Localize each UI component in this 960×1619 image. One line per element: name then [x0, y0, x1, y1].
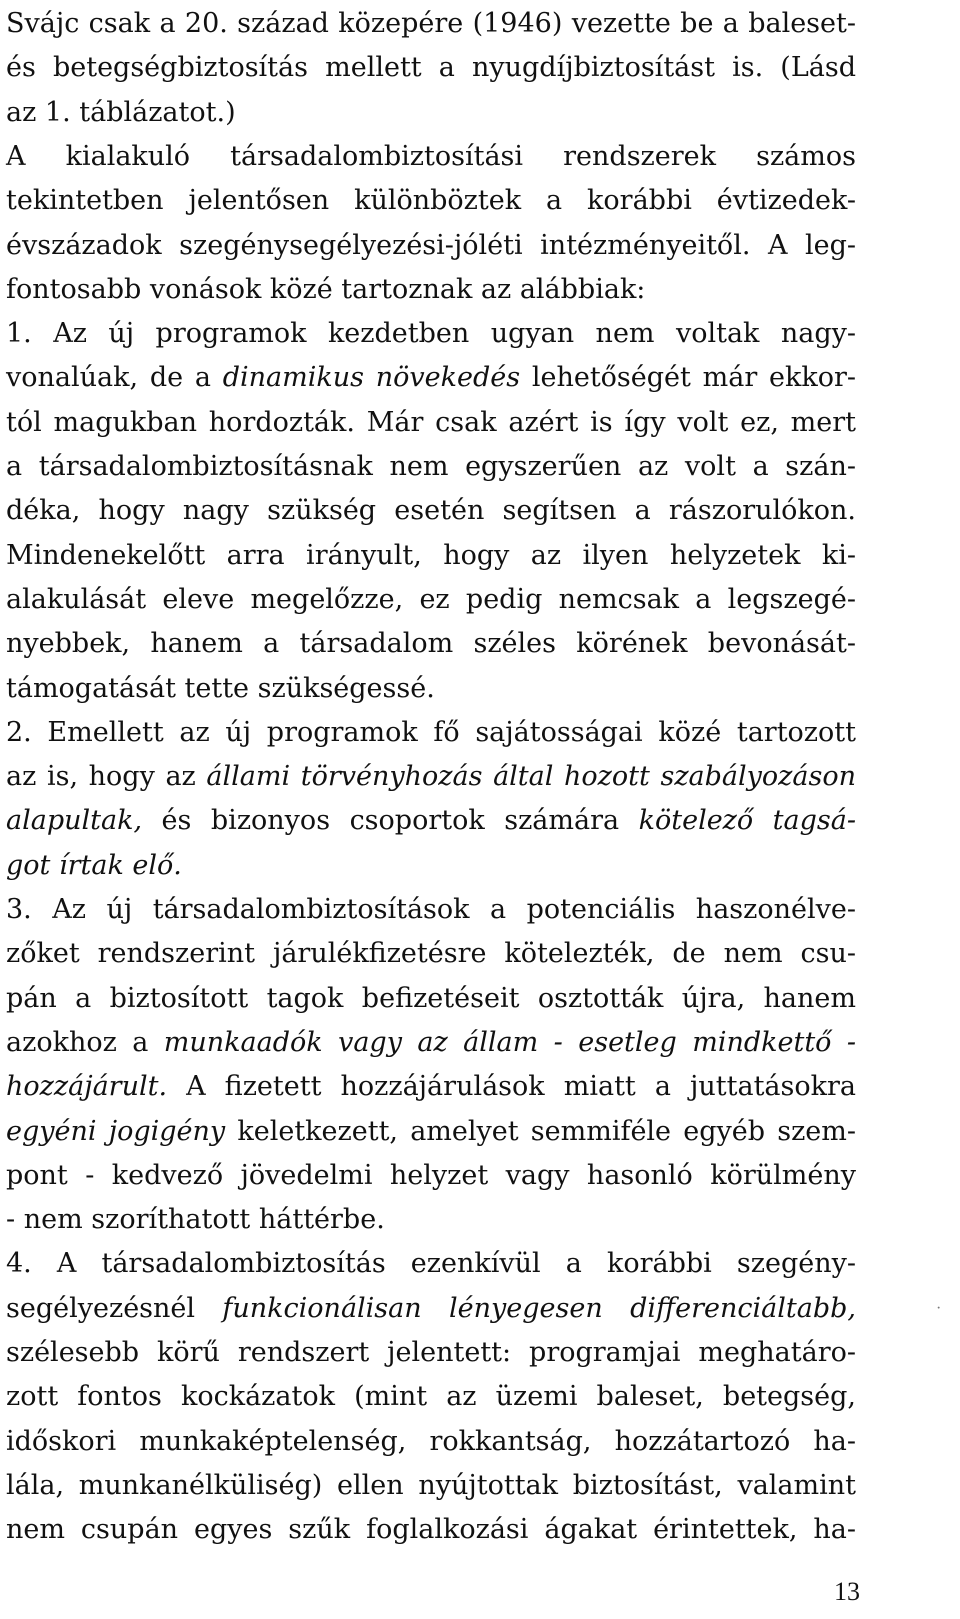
text-line	[6, 2, 856, 46]
text-segment: segélyezésnél	[6, 1292, 223, 1324]
italic-text: állami törvényhozás által hozott szabályozáson	[206, 761, 856, 793]
text-segment: zott fontos kockázatok (mint az üzemi baleset, betegség,	[6, 1381, 856, 1413]
text-line	[6, 401, 856, 445]
text-segment: szélesebb körű rendszert jelentett: programjai meghatáro-	[6, 1337, 856, 1368]
text-line	[6, 1331, 856, 1375]
text-line	[6, 711, 856, 755]
text-line	[6, 1021, 856, 1065]
text-line	[6, 445, 856, 489]
italic-text: dinamikus növekedés	[222, 362, 521, 394]
text-segment: Mindenekelőtt arra irányult, hogy az ilyen helyzetek ki-	[6, 539, 856, 571]
text-segment: és betegségbiztosítás mellett a nyugdíjbiztosítást is. (Lásd	[6, 52, 856, 84]
text-segment: 2. Emellett az új programok fő sajátosságai közé tartozott	[6, 716, 856, 748]
text-line	[6, 224, 856, 268]
text-line	[6, 1420, 856, 1464]
text-line	[6, 1464, 856, 1508]
text-segment: vonalúak, de a	[6, 362, 223, 394]
text-line	[6, 268, 856, 312]
text-line	[6, 799, 856, 843]
text-segment: a társadalombiztosításnak nem egyszerűen az volt a szán-	[6, 451, 856, 482]
text-line	[6, 534, 856, 578]
text-line	[6, 667, 856, 711]
text-segment: és bizonyos csoportok számára	[142, 805, 639, 837]
text-segment: 1. Az új programok kezdetben ugyan nem voltak nagy-	[6, 318, 856, 350]
text-line	[6, 932, 856, 976]
text-segment: lála, munkanélküliség) ellen nyújtottak biztosítást, valamint	[6, 1469, 856, 1501]
margin-mark: ·	[936, 1300, 942, 1317]
text-segment: keletkezett, amelyet semmiféle egyéb szem-	[225, 1115, 856, 1147]
italic-text: got írtak elő.	[6, 849, 182, 881]
text-segment: alakulását eleve megelőzze, ez pedig nemcsak a legszegé-	[6, 583, 856, 615]
text-line	[6, 1287, 856, 1331]
text-line	[6, 356, 856, 400]
text-line	[6, 1110, 856, 1154]
text-line	[6, 489, 856, 533]
text-segment: Svájc csak a 20. század közepére (1946) vezette be a baleset-	[6, 8, 856, 39]
text-segment: fontosabb vonások közé tartoznak az alábbiak:	[6, 273, 646, 305]
text-segment: pont - kedvező jövedelmi helyzet vagy hasonló körülmény	[6, 1159, 856, 1191]
text-segment: tól magukban hordozták. Már csak azért is így volt ez, mert	[6, 406, 856, 438]
text-line	[6, 1198, 856, 1242]
italic-text: hozzájárult.	[6, 1071, 168, 1103]
text-line	[6, 755, 856, 799]
italic-text: egyéni jogigény	[6, 1115, 226, 1147]
text-segment: időskori munkaképtelenség, rokkantság, hozzátartozó ha-	[6, 1425, 856, 1457]
text-segment: A kialakuló társadalombiztosítási rendszerek számos	[6, 140, 856, 172]
text-line	[6, 1375, 856, 1419]
text-segment: évszázadok szegénysegélyezési-jóléti intézményeitől. A leg-	[6, 229, 856, 261]
text-line	[6, 179, 856, 223]
text-line	[6, 312, 856, 356]
text-line	[6, 1154, 856, 1198]
text-segment: déka, hogy nagy szükség esetén segítsen a rászorulókon.	[6, 495, 856, 527]
text-line	[6, 1508, 856, 1552]
text-segment: tekintetben jelentősen különböztek a korábbi évtizedek-	[6, 185, 856, 217]
text-segment: lehetőségét már ekkor-	[520, 362, 857, 394]
text-segment: nyebbek, hanem a társadalom széles körének bevonását-	[6, 628, 856, 660]
text-line	[6, 844, 856, 888]
text-line	[6, 135, 856, 179]
italic-text: funkcionálisan lényegesen differenciáltabb,	[222, 1292, 856, 1324]
text-segment: 3. Az új társadalombiztosítások a potenciális haszonélve-	[6, 894, 856, 925]
italic-text: munkaadók vagy az állam - esetleg mindkettő -	[163, 1026, 857, 1058]
text-line	[6, 46, 856, 90]
text-line	[6, 91, 856, 135]
text-segment: 4. A társadalombiztosítás ezenkívül a korábbi szegény-	[6, 1248, 856, 1280]
page-number: 13	[834, 1577, 860, 1606]
text-segment: pán a biztosított tagok befizetéseit osztották újra, hanem	[6, 982, 856, 1014]
text-line	[6, 977, 856, 1021]
text-segment: az 1. táblázatot.)	[6, 96, 236, 128]
italic-text: kötelező tagsá-	[638, 805, 856, 837]
text-segment: támogatását tette szükségessé.	[6, 672, 435, 704]
text-line	[6, 1065, 856, 1109]
text-line	[6, 1242, 856, 1286]
text-segment: - nem szoríthatott háttérbe.	[6, 1204, 385, 1236]
text-segment: A fizetett hozzájárulások miatt a juttatásokra	[167, 1071, 856, 1103]
text-segment: azokhoz a	[6, 1026, 164, 1058]
text-segment: zőket rendszerint járulékfizetésre kötelezték, de nem csu-	[6, 938, 856, 970]
text-line	[6, 578, 856, 622]
text-segment: az is, hogy az	[6, 761, 207, 793]
text-line	[6, 888, 856, 932]
text-segment: nem csupán egyes szűk foglalkozási ágakat érintettek, ha-	[6, 1514, 856, 1546]
text-line	[6, 622, 856, 666]
italic-text: alapultak,	[6, 805, 143, 837]
